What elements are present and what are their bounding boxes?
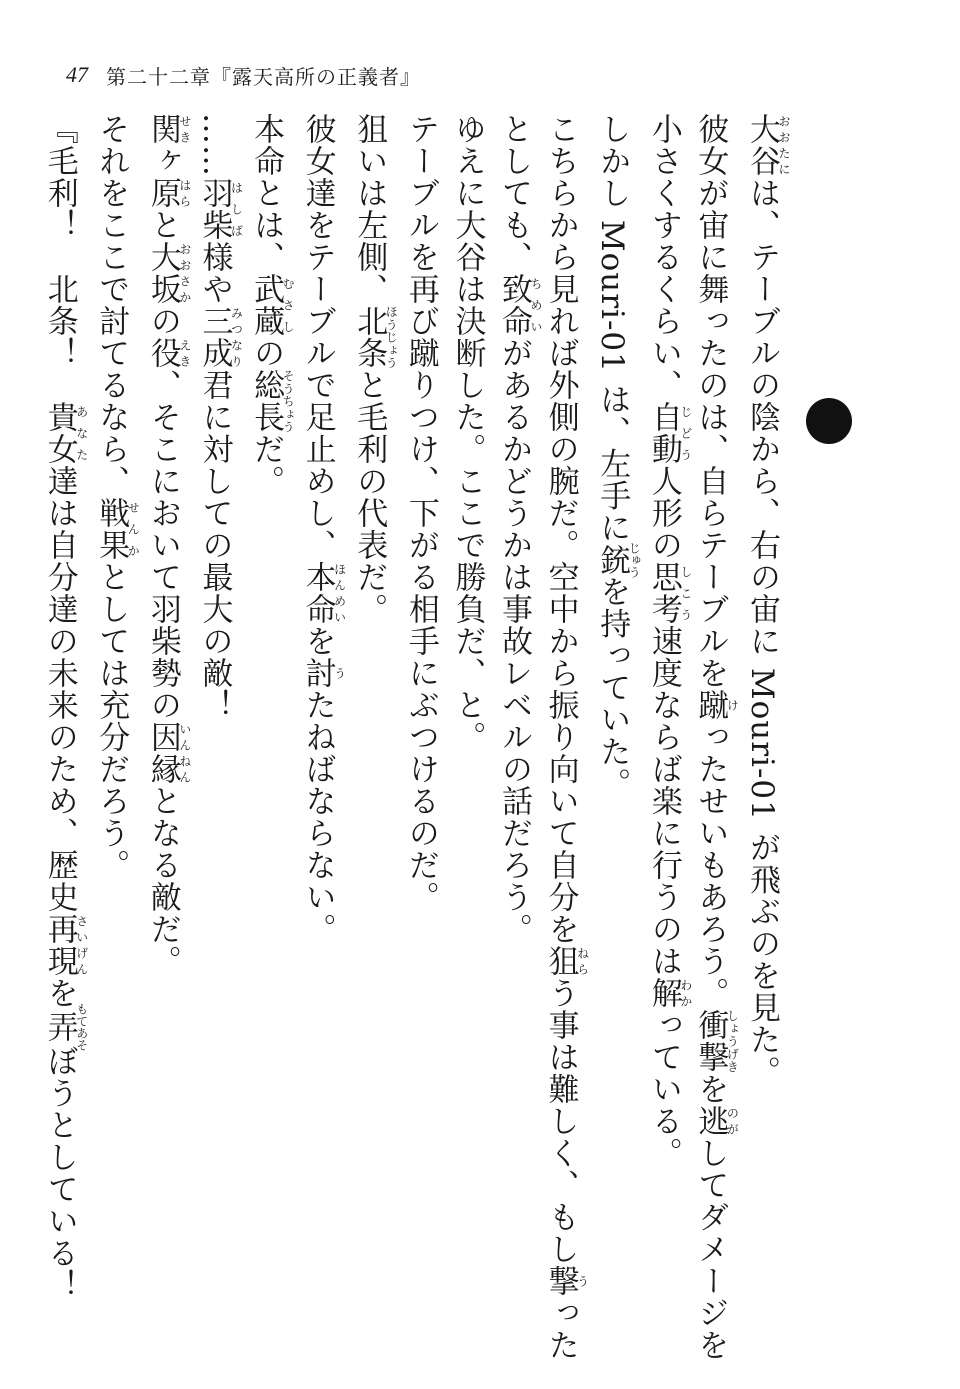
ruby-reading: ちめい (529, 273, 544, 337)
ruby-word (299, 561, 347, 625)
paragraph-text: を (299, 625, 336, 657)
paragraph-text: う事は難しく、もし (542, 977, 579, 1265)
ruby-word (144, 113, 192, 145)
ruby-base: 因縁 (144, 721, 181, 785)
ruby-word (93, 497, 141, 561)
ruby-word (542, 945, 590, 977)
ruby-word (248, 369, 296, 433)
ruby-word (692, 689, 740, 721)
ruby-word (744, 113, 791, 177)
paragraph-text: 達は自分達の未来のため、歴史 (41, 465, 78, 913)
paragraph-text: してダメージを小さくするくらい、 (645, 113, 729, 1361)
ruby-word (692, 1105, 740, 1137)
ruby-base: 衝撃 (692, 1009, 729, 1073)
ruby-word (144, 241, 192, 305)
paragraph-text: となる敵だ。 (144, 785, 181, 977)
ruby-word (41, 401, 89, 465)
ruby-word (692, 1009, 740, 1073)
ruby-reading: じどう (678, 401, 693, 465)
ruby-word (645, 401, 693, 465)
ruby-word (144, 721, 192, 785)
ruby-reading: おおたに (777, 113, 791, 177)
ruby-base: 思考 (645, 561, 682, 625)
paragraph-text: テーブルを再び蹴りつけ、下がる相手にぶつけるのだ。 (402, 113, 439, 913)
ruby-reading: いんねん (177, 721, 192, 785)
ruby-base: 北条 (351, 305, 388, 369)
ruby-base: 羽柴 (196, 177, 233, 241)
ruby-word (496, 273, 544, 337)
chapter-title: 第二十二章『露天高所の正義者』 (106, 64, 421, 89)
ruby-reading: ほうじょう (384, 305, 399, 369)
ruby-reading: う (332, 657, 347, 689)
ruby-reading: はら (177, 177, 192, 209)
page-number: 47 (66, 62, 88, 87)
paragraph-text: 様や (196, 241, 233, 305)
ruby-reading: むさし (281, 273, 296, 337)
ruby-base: 自動 (645, 401, 682, 465)
ruby-word (41, 913, 89, 977)
section-break-dot-icon (806, 398, 852, 444)
paragraph (589, 113, 641, 1363)
paragraph (139, 113, 191, 1363)
ruby-base: 狙 (542, 945, 579, 977)
paragraph-text: 狙いは左側、 (351, 113, 388, 305)
ruby-base: 原 (144, 177, 181, 209)
paragraph (738, 113, 790, 1363)
paragraph-text: と毛利の代表だ。 (351, 369, 388, 625)
ruby-word (144, 337, 192, 369)
ruby-reading: おおさか (177, 241, 192, 305)
paragraph-text: を持っていた。 (594, 575, 631, 800)
ruby-base: 撃 (542, 1265, 579, 1297)
paragraph-text: 君に対しての最大の敵！ (196, 369, 233, 721)
paragraph-text: 、そこにおいて羽柴勢の (144, 369, 181, 721)
ruby-base: 役 (144, 337, 181, 369)
paragraph-text: ゆえに大谷は決断した。ここで勝負だ、と。 (449, 113, 486, 753)
paragraph-text: は、テーブルの陰から、右の宙に Mouri-01 が飛ぶのを見た。 (744, 177, 780, 1088)
page-header (66, 58, 421, 92)
ruby-reading: せき (177, 113, 192, 145)
ruby-reading: しこう (678, 561, 693, 625)
ruby-reading: もてあそ (74, 1003, 89, 1051)
ruby-reading: せんか (126, 497, 141, 561)
paragraph (36, 113, 88, 1363)
paragraph (88, 113, 140, 1363)
ruby-reading: みつなり (229, 305, 244, 369)
paragraph-text: ったせいもあろう。 (692, 721, 729, 1009)
ruby-word (645, 561, 693, 625)
ruby-reading: ほんめい (332, 561, 347, 625)
paragraph-text: だ。 (248, 433, 285, 497)
paragraph (397, 113, 444, 1363)
paragraph-text: 彼女達をテーブルで足止めし、 (299, 113, 336, 561)
paragraph-text: 人形の (645, 465, 682, 561)
ruby-base: 貴女 (41, 401, 78, 465)
ruby-word (594, 541, 642, 578)
paragraph-text: があるかどうかは事故レベルの話だろう。 (496, 337, 533, 945)
ruby-base: 戦果 (93, 497, 130, 561)
ruby-reading: ねら (575, 945, 590, 977)
ruby-word (196, 305, 244, 369)
paragraph-text: …… (196, 113, 233, 177)
ruby-base: 大谷 (744, 113, 780, 177)
ruby-base: 関 (144, 113, 181, 145)
paragraph-text: ぼうとしている！ (41, 1045, 78, 1301)
paragraph (191, 113, 243, 1363)
ruby-word (144, 177, 192, 209)
paragraph (346, 113, 398, 1363)
paragraph-text: 速度ならば楽に行うのは (645, 625, 682, 977)
paragraph-text: と (144, 209, 181, 241)
ruby-base: 致命 (496, 273, 533, 337)
paragraph (294, 113, 346, 1363)
ruby-word (351, 305, 399, 369)
ruby-reading: そうちょう (281, 369, 296, 433)
ruby-reading: け (725, 689, 740, 721)
paragraph (640, 113, 738, 1363)
ruby-word (41, 1003, 89, 1051)
ruby-base: 解 (645, 977, 682, 1009)
ruby-base: 討 (299, 657, 336, 689)
ruby-base: 逃 (692, 1105, 729, 1137)
ruby-base: 大坂 (144, 241, 181, 305)
paragraph-text: ったとしても、 (496, 113, 579, 1361)
paragraph-text: こちらから見れば外側の腕だ。空中から振り向いて自分を (542, 113, 579, 945)
paragraph-text: ヶ (144, 145, 181, 177)
paragraph (444, 113, 491, 1363)
ruby-reading: のが (725, 1105, 740, 1137)
ruby-base: 銃 (594, 541, 631, 578)
paragraph-text: を (41, 977, 78, 1009)
paragraph-text: の (248, 337, 285, 369)
ruby-base: 武蔵 (248, 273, 285, 337)
paragraph-text: の (144, 305, 181, 337)
paragraph-text: 彼女が宙に舞ったのは、自らテーブルを (692, 113, 729, 689)
paragraph-text: を (692, 1073, 729, 1105)
body-text (41, 113, 791, 1363)
paragraph-text: しかし Mouri-01 は、左手に (594, 113, 631, 544)
ruby-word (542, 1265, 590, 1297)
ruby-reading: しょうげき (725, 1009, 740, 1073)
ruby-reading: う (575, 1265, 590, 1297)
ruby-word (248, 273, 296, 337)
ruby-reading: えき (177, 337, 192, 369)
ruby-word (645, 977, 693, 1009)
ruby-reading: はしば (229, 177, 244, 241)
ruby-reading: わか (678, 977, 693, 1009)
paragraph-text: 本命とは、 (248, 113, 285, 273)
paragraph (490, 113, 588, 1363)
ruby-reading: じゅう (627, 541, 642, 578)
ruby-reading: あなた (74, 401, 89, 465)
paragraph-text: っている。 (645, 1009, 682, 1169)
paragraph-text: たねばならない。 (299, 689, 336, 945)
paragraph (242, 113, 294, 1363)
ruby-base: 総長 (248, 369, 285, 433)
ruby-word (299, 657, 347, 689)
ruby-base: 本命 (299, 561, 336, 625)
paragraph-text: としては充分だろう。 (93, 561, 130, 881)
ruby-base: 蹴 (692, 689, 729, 721)
ruby-base: 再現 (41, 913, 78, 977)
ruby-word (196, 177, 244, 241)
ruby-base: 三成 (196, 305, 233, 369)
ruby-base: 弄 (41, 1003, 78, 1051)
ruby-reading: さいげん (74, 913, 89, 977)
paragraph-text: それをここで討てるなら、 (93, 113, 130, 497)
paragraph-text: 『毛利！ 北条！ (41, 113, 78, 401)
